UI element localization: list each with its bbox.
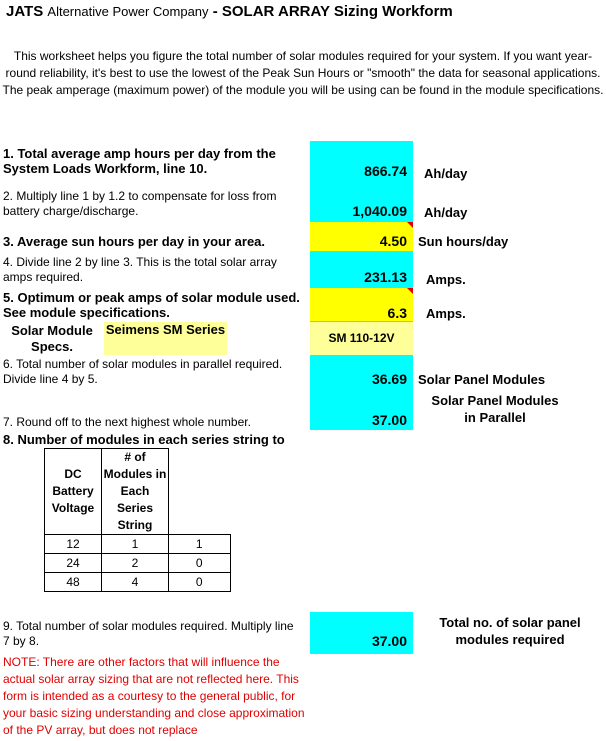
line-9-label: 9. Total number of solar modules required. Multiply line 7 by 8. bbox=[3, 619, 294, 648]
line-5-unit: Amps. bbox=[426, 306, 466, 321]
line-2-unit: Ah/day bbox=[424, 205, 468, 220]
line-3-value[interactable]: 4.50 bbox=[379, 233, 407, 249]
line-1-unit: Ah/day bbox=[424, 166, 468, 181]
line-9-unit: Total no. of solar panel modules required bbox=[439, 615, 581, 647]
line-2-value[interactable]: 1,040.09 bbox=[352, 203, 407, 219]
line-7-unit: Solar Panel Modules in Parallel bbox=[431, 393, 559, 425]
line-3-unit: Sun hours/day bbox=[418, 234, 509, 249]
comment-marker-icon bbox=[407, 288, 413, 294]
line-5-label: 5. Optimum or peak amps of solar module used. See module specifications. bbox=[3, 290, 300, 320]
company-name: Alternative Power Company bbox=[47, 4, 209, 19]
line-9-value[interactable]: 37.00 bbox=[371, 633, 407, 649]
table-row bbox=[45, 554, 231, 573]
table-cell: 1 bbox=[102, 535, 169, 554]
line-5-value[interactable]: 6.3 bbox=[387, 305, 407, 321]
table-cell[interactable]: 0 bbox=[169, 573, 231, 592]
line-2-label: 2. Multiply line 1 by 1.2 to compensate for loss from battery charge/discharge. bbox=[3, 189, 277, 218]
line-6-value[interactable]: 36.69 bbox=[371, 371, 407, 387]
table-cell[interactable]: 0 bbox=[169, 554, 231, 573]
line-8-label: 8. Number of modules in each series string to bbox=[3, 432, 285, 447]
table-cell: 24 bbox=[45, 554, 102, 573]
line-6-label: 6. Total number of solar modules in parallel required. Divide line 4 by 5. bbox=[3, 357, 283, 386]
module-model-field[interactable]: SM 110-12V bbox=[310, 322, 413, 355]
table-cell: 2 bbox=[102, 554, 169, 573]
series-string-table bbox=[44, 448, 231, 592]
form-title: - SOLAR ARRAY Sizing Workform bbox=[212, 3, 453, 20]
line-3-label: 3. Average sun hours per day in your area. bbox=[3, 234, 266, 249]
comment-marker-icon bbox=[407, 222, 413, 228]
line-6-unit: Solar Panel Modules bbox=[418, 372, 546, 387]
disclaimer-note: NOTE: There are other factors that will influence the actual solar array sizing that are not reflected here. This form is intended as a courtesy to the general public, for your basic sizing understanding and close approximation of the PV array, but does not replace bbox=[3, 655, 305, 737]
module-specs-label: Solar Module Specs. bbox=[11, 323, 93, 354]
table-header-voltage: DC Battery Voltage bbox=[45, 449, 102, 535]
table-cell: 48 bbox=[45, 573, 102, 592]
line-4-value[interactable]: 231.13 bbox=[364, 269, 407, 285]
table-cell[interactable]: 1 bbox=[169, 535, 231, 554]
page-title bbox=[6, 3, 453, 20]
intro-text: This worksheet helps you figure the total number of solar modules required for your system. If you want year-round reliability, it's best to use the lowest of the Peak Sun Hours or "smooth" the data for seasonal applications. The peak amperage (maximum power) of the module you will be using can be found in the module specifications. bbox=[2, 49, 604, 97]
table-header-modules: # of Modules in Each Series String bbox=[102, 449, 169, 535]
line-1-value[interactable]: 866.74 bbox=[364, 163, 407, 179]
module-brand-field[interactable]: Seimens SM Series bbox=[104, 322, 227, 355]
line-7-label: 7. Round off to the next highest whole number. bbox=[3, 415, 251, 429]
line-1-label: 1. Total average amp hours per day from the System Loads Workform, line 10. bbox=[3, 146, 276, 176]
brand-name: JATS bbox=[6, 3, 44, 20]
table-row bbox=[45, 535, 231, 554]
table-cell: 12 bbox=[45, 535, 102, 554]
table-row bbox=[45, 573, 231, 592]
line-4-unit: Amps. bbox=[426, 272, 466, 287]
line-7-value[interactable]: 37.00 bbox=[371, 412, 407, 428]
line-4-label: 4. Divide line 2 by line 3. This is the total solar array amps required. bbox=[3, 255, 277, 284]
table-header-blank bbox=[169, 449, 231, 535]
table-cell: 4 bbox=[102, 573, 169, 592]
